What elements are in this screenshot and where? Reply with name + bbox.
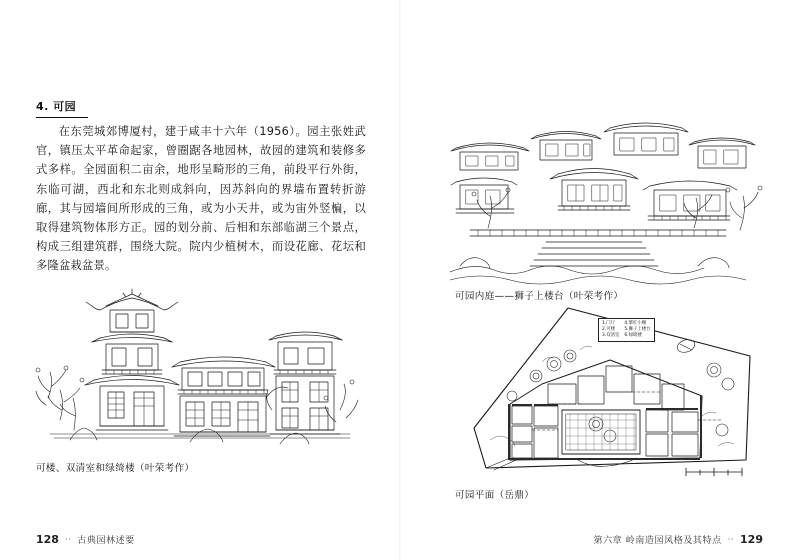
running-title-right: 第六章 岭南造园风格及其特点 <box>593 536 722 546</box>
section-heading-text: 4. 可园 <box>36 100 77 113</box>
body-paragraph-block <box>36 122 366 276</box>
figure-caption-left: 可楼、双清室和绿绮楼（叶荣考作） <box>36 463 195 474</box>
footer-dots-left: ·· <box>64 535 72 544</box>
body-paragraph: 在东莞城郊博厦村，建于咸丰十六年（1956）。园主张姓武官，镇压太平革命起家，曾圈踞各地园林，故园的建筑和装修多式多样。全园面积二亩余，地形呈畸形的三角，前段平行外街，东临可湖，西北和东北则成斜向，因苏斜向的界墙布置转折游廊，其与园墙间所形成的三角，或为小天井，或为宙外竖楄，以取得建筑物体形方正。园的划分前、后相和东部临湖三个景点，构成三组建筑群，围绕大院。院内少植树木，而设花廊、花坛和多隆盆栽盆景。 <box>36 125 366 273</box>
section-heading <box>36 98 88 118</box>
legend-item: 5.狮子上楼台 <box>624 327 651 332</box>
page-number-left: 128 <box>36 533 59 546</box>
section-heading-rule <box>36 117 88 118</box>
plan-legend-column-left <box>602 321 619 339</box>
legend-item: 1.门厅 <box>602 321 615 326</box>
legend-item: 3.双清室 <box>602 333 620 338</box>
footer-right <box>593 533 763 546</box>
page-gutter <box>399 0 401 560</box>
plan-legend <box>598 318 655 342</box>
page-number-right: 129 <box>740 533 763 546</box>
footer-left <box>36 533 135 546</box>
figure-courtyard-perspective <box>450 90 770 285</box>
plan-legend-column-right <box>624 321 650 339</box>
legend-item: 4.擘红小榭 <box>624 321 647 326</box>
footer-dots-right: ·· <box>727 535 735 544</box>
running-title-left: 古典园林述要 <box>77 536 135 546</box>
legend-item: 2.可楼 <box>602 327 615 332</box>
figure-caption-courtyard: 可园内庭——狮子上楼台（叶荣考作） <box>455 291 624 302</box>
figure-kelou-buildings <box>30 270 370 455</box>
figure-caption-plan: 可园平面（岳鼎） <box>455 490 535 501</box>
legend-item: 6.绿绮楼 <box>624 333 642 338</box>
